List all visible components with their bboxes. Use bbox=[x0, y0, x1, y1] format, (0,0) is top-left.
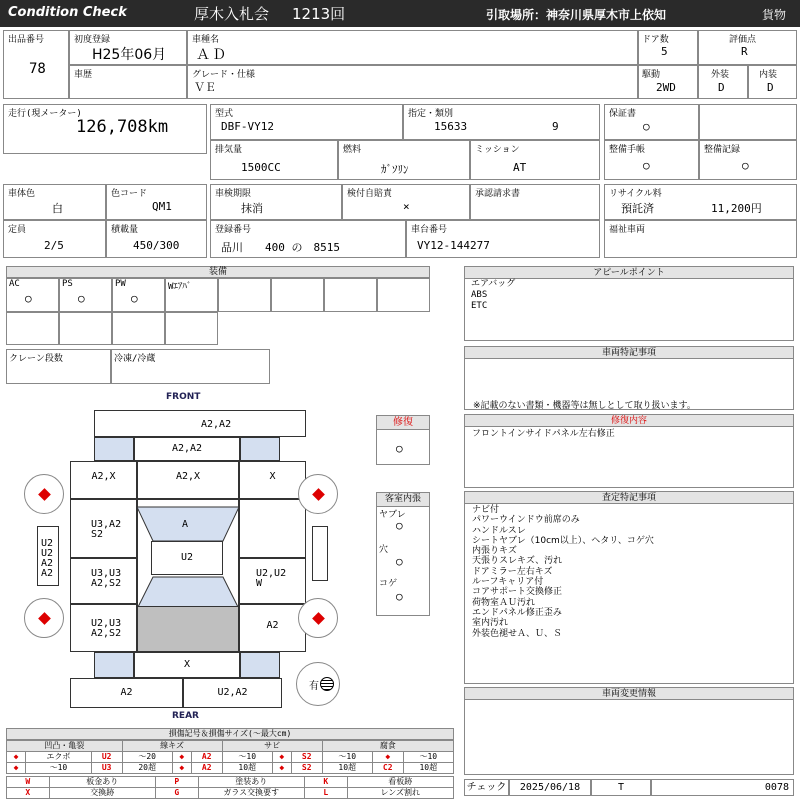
repair-content-text: フロントインサイドパネル左右修正 bbox=[472, 429, 615, 439]
rear-right-tire-icon[interactable] bbox=[298, 598, 338, 638]
fuel: ｶﾞｿﾘﾝ bbox=[381, 163, 409, 176]
capacity-label: 定員 bbox=[8, 225, 27, 235]
rear-bumper-left[interactable] bbox=[70, 678, 183, 708]
key-text: 看板跡 bbox=[347, 777, 453, 788]
spare-tire-icon[interactable] bbox=[296, 662, 340, 706]
capacity: 2/5 bbox=[44, 239, 64, 252]
lot-label: 出品番号 bbox=[8, 35, 45, 45]
reg-label: 初度登録 bbox=[74, 35, 111, 45]
legend-code: C2 bbox=[372, 763, 403, 774]
chassis-label: 車台番号 bbox=[411, 225, 448, 235]
history-label: 車歴 bbox=[74, 70, 93, 80]
equip-mark: ○ bbox=[78, 292, 85, 305]
appeal-list bbox=[471, 279, 515, 312]
repair-mark: ○ bbox=[396, 442, 403, 455]
recycle-fee: 11,200円 bbox=[711, 202, 762, 215]
left-side-panel[interactable] bbox=[37, 526, 59, 586]
equip-empty bbox=[165, 312, 218, 345]
cabin-box bbox=[376, 492, 430, 616]
color-code: QM1 bbox=[152, 200, 172, 213]
spec-number: 15633 bbox=[434, 120, 468, 133]
assess-item: ナビ付 bbox=[472, 505, 500, 515]
cargo-floor[interactable] bbox=[137, 606, 239, 652]
assess-item: 室内汚れ bbox=[472, 618, 509, 629]
mission: AT bbox=[513, 161, 527, 174]
diamond-icon: ◆ bbox=[172, 763, 191, 774]
equip-mark: ○ bbox=[131, 292, 138, 305]
first-registration: H25年06月 bbox=[92, 47, 167, 63]
code-label: 色コード bbox=[111, 189, 148, 199]
record-box bbox=[699, 140, 797, 180]
welfare-box bbox=[604, 220, 797, 258]
reg-box bbox=[69, 30, 187, 65]
front-left-corner[interactable] bbox=[94, 437, 134, 461]
maintenance-record: ○ bbox=[742, 159, 749, 172]
plate-label: 登録番号 bbox=[215, 225, 252, 235]
front-right-tire-icon[interactable] bbox=[298, 474, 338, 514]
recycle-status: 預託済 bbox=[621, 202, 654, 215]
history-box bbox=[69, 65, 187, 99]
assess-item: パワーウインドウ前席のみ bbox=[472, 515, 580, 526]
recycle-label: リサイクル料 bbox=[609, 189, 662, 199]
logo: Condition Check bbox=[8, 5, 127, 20]
legend-cell: 10超 bbox=[322, 763, 372, 774]
legend-cell: 10超 bbox=[222, 763, 272, 774]
rear-left-tire-icon[interactable] bbox=[24, 598, 64, 638]
key-text: 塗装あり bbox=[198, 777, 304, 788]
front-left-tire-icon[interactable] bbox=[24, 474, 64, 514]
appeal-item: ETC bbox=[471, 301, 488, 311]
legend-code: U3 bbox=[91, 763, 122, 774]
hood[interactable] bbox=[137, 461, 239, 499]
inspection-expiry: 抹消 bbox=[241, 202, 263, 215]
insurance-box bbox=[342, 184, 470, 220]
damage-code: A2,A2 bbox=[171, 443, 203, 454]
name-label: 車種名 bbox=[192, 35, 220, 45]
door-box bbox=[638, 30, 698, 65]
score-box bbox=[698, 30, 797, 65]
assess-box bbox=[464, 491, 794, 684]
cabin-item-label: コゲ bbox=[379, 579, 398, 589]
special-note: ※記載のない書類・機器等は無しとして取り扱います。 bbox=[473, 401, 696, 411]
equip-label: Wｴｱﾊﾞ bbox=[168, 282, 192, 292]
damage-code: A2 bbox=[120, 687, 133, 698]
legend-code: S2 bbox=[291, 763, 322, 774]
appeal-item: ABS bbox=[471, 290, 488, 300]
key-code: P bbox=[155, 777, 198, 788]
lot-number: 78 bbox=[29, 61, 46, 77]
rear-label: REAR bbox=[172, 711, 199, 721]
appeal-box bbox=[464, 266, 794, 341]
check-label: チェック bbox=[464, 779, 509, 796]
assess-item: 内張りキズ bbox=[472, 546, 517, 557]
drive-label: 駆動 bbox=[642, 70, 661, 80]
approval-label: 承認請求書 bbox=[475, 189, 521, 199]
manual-box bbox=[604, 140, 699, 180]
exterior-grade: D bbox=[718, 81, 725, 94]
key-text: ガラス交換要す bbox=[198, 788, 304, 799]
repair-content-box bbox=[464, 414, 794, 488]
spec-class: 9 bbox=[552, 120, 559, 133]
damage-code: U3,U3 A2,S2 bbox=[91, 568, 122, 589]
equip-empty bbox=[59, 312, 112, 345]
legend-cell: ～10 bbox=[403, 752, 453, 763]
legend-cell: 10超 bbox=[403, 763, 453, 774]
cabin-item-mark: ○ bbox=[396, 519, 403, 532]
cabin-item-mark: ○ bbox=[396, 590, 403, 603]
diamond-icon: ◆ bbox=[172, 752, 191, 763]
equip-airbag bbox=[165, 278, 218, 312]
legend-group: サビ bbox=[222, 741, 322, 752]
equip-empty bbox=[6, 312, 59, 345]
interior-grade: D bbox=[767, 81, 774, 94]
equip-empty bbox=[324, 278, 377, 312]
equip-pw bbox=[112, 278, 165, 312]
key-code: X bbox=[7, 788, 50, 799]
back-door[interactable] bbox=[134, 652, 240, 678]
equip-label: PW bbox=[115, 279, 126, 289]
right-rear-door[interactable] bbox=[239, 558, 306, 604]
spare-mark-icon bbox=[320, 677, 334, 691]
car-name: ＡＤ bbox=[196, 47, 228, 63]
drive-box bbox=[638, 65, 698, 99]
equip-ac bbox=[6, 278, 59, 312]
pickup-location: 引取場所：神奈川県厚木市上依知 bbox=[486, 8, 667, 22]
auction-name: 厚木入札会 bbox=[194, 5, 270, 23]
freezer-box bbox=[111, 349, 270, 384]
capacity-box bbox=[3, 220, 106, 258]
category: 貨物 bbox=[762, 8, 787, 22]
chassis-number: VY12-144277 bbox=[417, 239, 490, 252]
equip-empty bbox=[218, 278, 271, 312]
right-front-door[interactable] bbox=[239, 499, 306, 558]
welfare-label: 福祉車両 bbox=[609, 225, 646, 235]
assess-list bbox=[472, 505, 654, 639]
roof-panel[interactable] bbox=[151, 541, 223, 575]
legend-code: A2 bbox=[191, 763, 222, 774]
name-box bbox=[187, 30, 638, 65]
assess-item: 荷物室ＡＵ汚れ bbox=[472, 597, 536, 608]
special-title: 車両特記事項 bbox=[465, 347, 793, 359]
front-panel[interactable] bbox=[134, 437, 240, 461]
assess-item: ドアミラー左右キズ bbox=[472, 566, 553, 577]
damage-code: U2,U3 A2,S2 bbox=[91, 618, 122, 639]
repair-label: 修復 bbox=[377, 416, 429, 430]
score-label: 評価点 bbox=[729, 35, 757, 45]
damage-code: A2,X bbox=[175, 471, 201, 482]
model-label: 型式 bbox=[215, 109, 234, 119]
equip-empty bbox=[112, 312, 165, 345]
key-text: 交換跡 bbox=[49, 788, 155, 799]
blank-box bbox=[699, 104, 797, 140]
assess-item: シートヤブレ（10cm以上）、ヘタリ、コゲ穴 bbox=[472, 535, 654, 546]
right-quarter[interactable] bbox=[239, 604, 306, 652]
inspect-label: 車検期限 bbox=[215, 189, 252, 199]
fuel-label: 燃料 bbox=[343, 145, 362, 155]
warranty: ○ bbox=[643, 120, 650, 133]
ext-label: 外装 bbox=[711, 70, 730, 80]
appeal-item: エアバッグ bbox=[471, 279, 516, 289]
front-left-fender[interactable] bbox=[70, 461, 137, 499]
plate-number: 品川 400 の 8515 bbox=[221, 241, 340, 254]
grade: ＶＥ bbox=[194, 81, 216, 94]
load-label: 積載量 bbox=[111, 225, 139, 235]
header-bar bbox=[0, 0, 800, 27]
load-box bbox=[106, 220, 207, 258]
legend-keys bbox=[6, 776, 454, 799]
damage-code: U2 bbox=[180, 552, 194, 563]
mileage-box bbox=[3, 104, 207, 154]
int-label: 内装 bbox=[759, 70, 778, 80]
cabin-item-label: 穴 bbox=[379, 545, 389, 555]
equip-label: AC bbox=[9, 279, 20, 289]
legend-title: 損傷記号＆損傷サイズ(～最大cm) bbox=[6, 728, 454, 740]
color-box bbox=[3, 184, 106, 220]
front-right-corner[interactable] bbox=[240, 437, 280, 461]
grade-box bbox=[187, 65, 638, 99]
legend-group: 線キズ bbox=[122, 741, 222, 752]
door-count: 5 bbox=[661, 45, 668, 58]
left-rear-door[interactable] bbox=[70, 558, 137, 604]
windshield-code: A bbox=[182, 519, 189, 530]
diamond-icon: ◆ bbox=[7, 752, 26, 763]
equipment-title: 装備 bbox=[6, 266, 430, 278]
freezer-label: 冷凍/冷蔵 bbox=[114, 354, 156, 364]
repair-content-title: 修復内容 bbox=[465, 415, 793, 427]
assess-item: ルーフキャリア付 bbox=[472, 577, 544, 588]
key-code: L bbox=[304, 788, 347, 799]
mileage-label: 走行(現メーター) bbox=[8, 109, 82, 119]
front-bumper[interactable] bbox=[94, 410, 306, 437]
key-code: K bbox=[304, 777, 347, 788]
color-label: 車体色 bbox=[8, 189, 36, 199]
mission-label: ミッション bbox=[475, 145, 520, 155]
change-title: 車両変更情報 bbox=[465, 688, 793, 700]
key-text: 板金あり bbox=[49, 777, 155, 788]
key-code: W bbox=[7, 777, 50, 788]
special-box bbox=[464, 346, 794, 410]
repair-box bbox=[376, 415, 430, 465]
disp-box bbox=[210, 140, 338, 180]
damage-code: A2,X bbox=[91, 471, 116, 482]
equip-empty bbox=[271, 278, 324, 312]
check-number: 0078 bbox=[651, 779, 794, 796]
damage-code: U2,A2 bbox=[217, 687, 248, 698]
legend-cell: ～10 bbox=[222, 752, 272, 763]
rear-left-corner[interactable] bbox=[94, 652, 134, 678]
change-box bbox=[464, 687, 794, 775]
insurance: × bbox=[403, 200, 410, 213]
cabin-item-mark: ○ bbox=[396, 555, 403, 568]
manual-label: 整備手帳 bbox=[609, 145, 646, 155]
lot-box bbox=[3, 30, 69, 99]
rear-bumper-right[interactable] bbox=[183, 678, 282, 708]
int-box bbox=[748, 65, 797, 99]
body-color: 白 bbox=[52, 202, 63, 215]
warranty-box bbox=[604, 104, 699, 140]
assess-item: コアサポート交換修正 bbox=[472, 587, 563, 598]
damage-code: U2,U2 W bbox=[256, 568, 287, 589]
model-code: DBF-VY12 bbox=[221, 120, 274, 133]
assess-item: ハンドルスレ bbox=[472, 525, 526, 536]
door-label: ドア数 bbox=[642, 35, 669, 45]
damage-code: U2 U2 A2 A2 bbox=[41, 538, 54, 579]
legend-cell: ～10 bbox=[26, 763, 92, 774]
crane-box bbox=[6, 349, 111, 384]
equip-label: PS bbox=[62, 279, 73, 289]
key-code: G bbox=[155, 788, 198, 799]
left-front-door[interactable] bbox=[70, 499, 137, 558]
cabin-label: 客室内張 bbox=[377, 493, 429, 507]
diamond-icon: ◆ bbox=[272, 752, 291, 763]
spec-box bbox=[403, 104, 600, 140]
diamond-icon: ◆ bbox=[372, 752, 403, 763]
load-capacity: 450/300 bbox=[133, 239, 180, 252]
rear-right-corner[interactable] bbox=[240, 652, 280, 678]
legend-cell: エクボ bbox=[26, 752, 92, 763]
left-quarter[interactable] bbox=[70, 604, 137, 652]
damage-code: A2,A2 bbox=[201, 419, 232, 430]
approval-box bbox=[470, 184, 600, 220]
assess-item: エンドパネル修正歪み bbox=[472, 607, 562, 618]
equip-ps bbox=[59, 278, 112, 312]
right-side-panel[interactable] bbox=[312, 526, 328, 581]
maintenance-manual: ○ bbox=[643, 159, 650, 172]
check-date: 2025/06/18 bbox=[509, 779, 591, 796]
check-mark: T bbox=[591, 779, 651, 796]
mileage: 126,708km bbox=[76, 117, 169, 137]
front-right-fender[interactable] bbox=[239, 461, 306, 499]
fuel-box bbox=[338, 140, 470, 180]
plate-box bbox=[210, 220, 406, 258]
ext-box bbox=[698, 65, 748, 99]
legend-code: S2 bbox=[291, 752, 322, 763]
spec-label: 指定・類別 bbox=[408, 109, 454, 119]
damage-code: X bbox=[183, 659, 191, 670]
front-label: FRONT bbox=[166, 392, 201, 402]
legend-code: U2 bbox=[91, 752, 122, 763]
recycle-box bbox=[604, 184, 797, 220]
displacement: 1500CC bbox=[241, 161, 281, 174]
damage-code: U3,A2 S2 bbox=[91, 519, 122, 540]
equip-mark: ○ bbox=[25, 292, 32, 305]
spare-label: 有 bbox=[309, 681, 319, 692]
drive: 2WD bbox=[656, 81, 676, 94]
inspect-box bbox=[210, 184, 342, 220]
model-box bbox=[210, 104, 403, 140]
grade-label: グレード・仕様 bbox=[192, 70, 256, 80]
cabin-item-label: ヤブレ bbox=[379, 510, 406, 520]
assess-title: 査定特記事項 bbox=[465, 492, 793, 504]
diamond-icon: ◆ bbox=[272, 763, 291, 774]
legend-cell: ～10 bbox=[322, 752, 372, 763]
legend-group: 腐食 bbox=[322, 741, 453, 752]
diamond-icon: ◆ bbox=[7, 763, 26, 774]
disp-label: 排気量 bbox=[215, 145, 243, 155]
score: R bbox=[741, 45, 748, 58]
key-text: レンズ割れ bbox=[347, 788, 453, 799]
damage-code: A2 bbox=[266, 620, 279, 631]
crane-label: クレーン段数 bbox=[9, 354, 63, 364]
equip-empty bbox=[377, 278, 430, 312]
damage-code: X bbox=[269, 471, 276, 482]
mission-box bbox=[470, 140, 600, 180]
assess-item: 外装色褪せＡ、Ｕ、Ｓ bbox=[472, 628, 563, 639]
legend-cell: 20超 bbox=[122, 763, 172, 774]
record-label: 整備記録 bbox=[704, 145, 741, 155]
legend-group: 凹凸・亀裂 bbox=[7, 741, 123, 752]
legend-code: A2 bbox=[191, 752, 222, 763]
session: 1213回 bbox=[292, 5, 346, 23]
code-box bbox=[106, 184, 207, 220]
legend-table bbox=[6, 740, 454, 774]
appeal-title: アピールポイント bbox=[465, 267, 793, 279]
legend-cell: ～20 bbox=[122, 752, 172, 763]
insurance-label: 検付自賠責 bbox=[347, 189, 393, 199]
warranty-label: 保証書 bbox=[609, 109, 637, 119]
assess-item: 天張りスレキズ、汚れ bbox=[472, 556, 563, 567]
chassis-box bbox=[406, 220, 600, 258]
